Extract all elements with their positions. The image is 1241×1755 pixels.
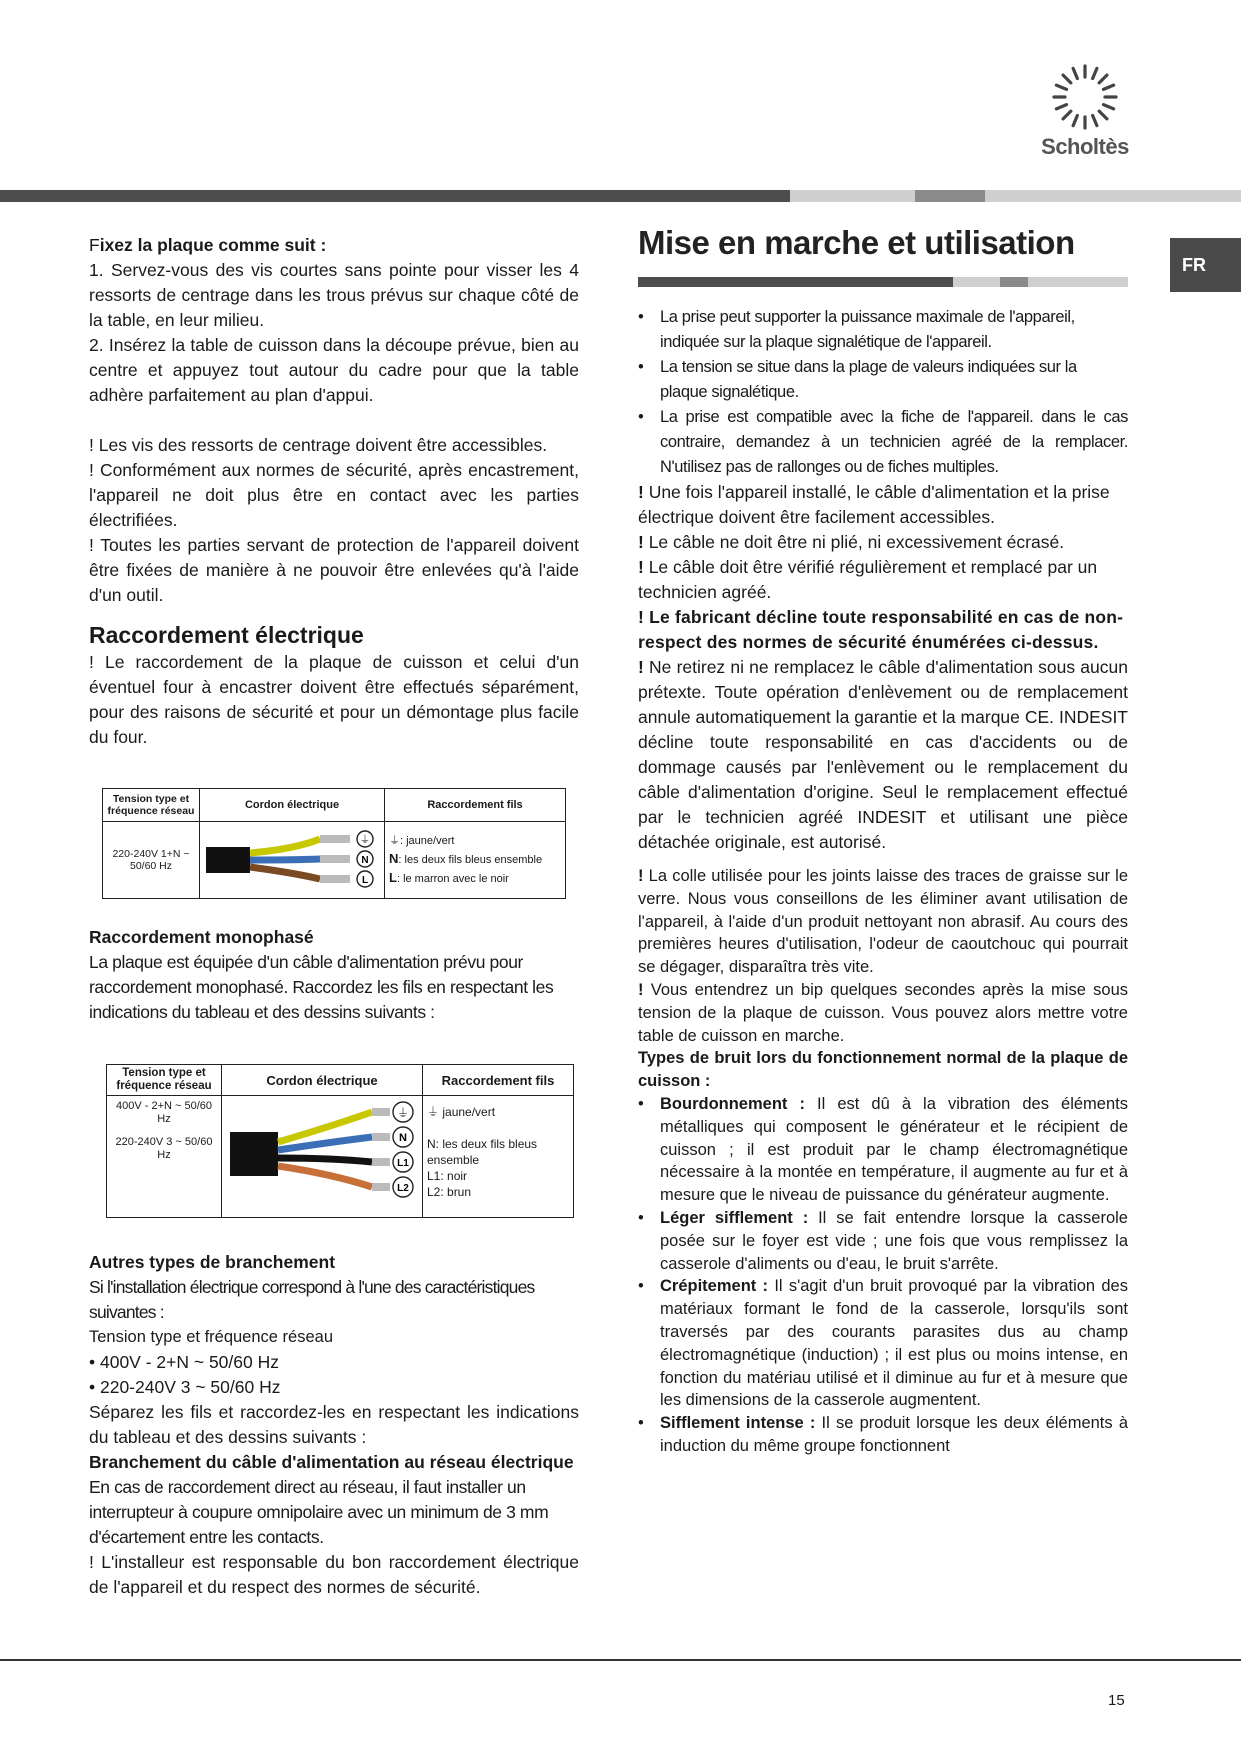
list-item: • Crépitement : Il s'agit d'un bruit provoqué par la vibration des matériaux formant le fond de la casserole, lorsqu'ils sont traversés par des courants parasites dus au champ électromagnétique (induction) ; il est plus ou moins intense, en fonction du matériau utilisé et il diminue au fur et à mesure que les dimensions de la casserole augmentent. (660, 1275, 1128, 1412)
warning-accessible: ! Une fois l'appareil installé, le câble d'alimentation et la prise électrique doivent être facilement accessibles. (638, 482, 1110, 527)
wiring-table-1 (102, 788, 566, 899)
mono-section (89, 925, 579, 1025)
tension-item-2: • 220-240V 3 ~ 50/60 Hz (89, 1377, 281, 1397)
mono-text: La plaque est équipée d'un câble d'alimentation prévu pour raccordement monophasé. Raccordez les fils en respectant les indications du tableau et des dessins suivants : (89, 952, 554, 1022)
warning-2: ! Conformément aux normes de sécurité, après encastrement, l'appareil ne doit plus être en contact avec les parties électrifiées. (89, 460, 579, 530)
tension-item-1: • 400V - 2+N ~ 50/60 Hz (89, 1352, 279, 1372)
t2-term-l1: L1 (397, 1158, 409, 1169)
left-column (89, 233, 579, 750)
t2-wire-l1: L1: noir (427, 1169, 468, 1183)
t2-tension-b: 220-240V 3 ~ 50/60 Hz (115, 1136, 213, 1161)
warning-bip: ! Vous entendrez un bip quelques secondes après la mise sous tension de la plaque de cuisson. Vous pouvez alors mettre votre table de cuisson en marche. (638, 980, 1128, 1045)
noise-title: Types de bruit lors du fonctionnement normal de la plaque de cuisson : (638, 1049, 1128, 1091)
separez-text: Séparez les fils et raccordez-les en respectant les indications du tableau et des dessins suivants : (89, 1402, 579, 1447)
cable-3-wire-icon (200, 823, 384, 895)
warning-cable-plie: ! Le câble ne doit être ni plié, ni excessivement écrasé. (638, 532, 1065, 552)
t1-wire-ground: : jaune/vert (400, 835, 455, 847)
sun-icon (1040, 62, 1130, 132)
list-item: • Léger sifflement : Il se fait entendre lorsque la casserole posée sur le foyer est vide ; une fois que vous remplissez la casserole d'aliments ou d'eau, le bruit s'arrête. (660, 1207, 1128, 1275)
t2-header-tension: Tension type et fréquence réseau (107, 1065, 222, 1096)
right-column (638, 305, 1128, 1458)
t1-header-cordon: Cordon électrique (200, 789, 385, 822)
t2-header-cordon: Cordon électrique (222, 1065, 423, 1096)
t2-tension-values (107, 1096, 222, 1218)
t1-tension-value: 220-240V 1+N ~ 50/60 Hz (103, 822, 200, 899)
autres-title: Autres types de branchement (89, 1252, 336, 1272)
autres-text: Si l'installation électrique correspond à l'une des caractéristiques suivantes : (89, 1277, 535, 1322)
t2-wire-l2: L2: brun (427, 1185, 472, 1199)
t1-cord-drawing (200, 822, 385, 899)
tension-label: Tension type et fréquence réseau (89, 1328, 333, 1346)
warning-3: ! Toutes les parties servant de protection de l'appareil doivent être fixées de manière à ne pouvoir être enlevées qu'à l'aide d'un outil. (89, 535, 579, 605)
t1-wire-live: : le marron avec le noir (396, 873, 509, 885)
branchement-title: Branchement du câble d'alimentation au réseau électrique (89, 1452, 574, 1472)
brand-name: Scholtès (1041, 134, 1129, 159)
list-item: • La prise peut supporter la puissance maximale de l'appareil, indiquée sur la plaque signalétique de l'appareil. (660, 305, 1128, 355)
t2-header-fils: Raccordement fils (423, 1065, 574, 1096)
t1-header-fils: Raccordement fils (385, 789, 566, 822)
footer-line (0, 1659, 1241, 1661)
noise-list (638, 1093, 1128, 1458)
language-tab[interactable]: FR (1170, 238, 1241, 292)
branchement-text: En cas de raccordement direct au réseau, il faut installer un interrupteur à coupure omnipolaire avec un minimum de 3 mm d'écartement entre les contacts. (89, 1477, 549, 1547)
list-item: • La prise est compatible avec la fiche de l'appareil. dans le cas contraire, demandez à un technicien agréé de la remplacer. N'utilisez pas de rallonges ou de fiches multiples. (660, 405, 1128, 480)
list-item: • Bourdonnement : Il est dû à la vibration des éléments métalliques qui composent le générateur et le récipient de cuisson ; il est produit par le champ électromagnétique nécessaire à la montée en température, il augmente au fur et à mesure que le niveau de puissance du générateur augmente. (660, 1093, 1128, 1207)
prise-list (638, 305, 1128, 480)
raccordement-title: Raccordement électrique (89, 622, 364, 648)
ground-icon: ⏚ (427, 1105, 440, 1119)
title-color-bar (638, 277, 1128, 287)
warning-colle: ! La colle utilisée pour les joints laisse des traces de graisse sur le verre. Nous vous conseillons de les éliminer avant utilisation de l'appareil, à l'aide d'un produit nettoyant non abrasif. Au cours des premières heures d'utilisation, l'odeur de caoutchouc qui pourrait se dégager, disparaîtra très vite. (638, 867, 1128, 977)
t1-header-tension: Tension type et fréquence réseau (103, 789, 200, 822)
raccordement-text: ! Le raccordement de la plaque de cuisson et celui d'un éventuel four à encastrer doivent être effectués séparément, pour des raisons de sécurité et pour un démontage plus facile du four. (89, 652, 579, 747)
cable-4-wire-icon (222, 1096, 422, 1214)
fix-heading-text: ixez la plaque comme suit : (99, 235, 327, 255)
t2-wire-neutral: N: les deux fils bleus ensemble (427, 1137, 538, 1167)
t1-wire-neutral: : les deux fils bleus ensemble (398, 854, 543, 866)
autres-section (89, 1250, 579, 1600)
t1-wire-legend: ⏚: jaune/vert N: les deux fils bleus ensemble L: le marron avec le noir (385, 822, 566, 899)
warning-cable-remplacement: ! Ne retirez ni ne remplacez le câble d'alimentation sous aucun prétexte. Toute opération d'enlèvement ou de remplacement annule automatiquement la garantie et la marque CE. INDESIT décline toute responsabilité en cas d'accidents ou de dommage causés par l'enlèvement ou le remplacement du câble d'alimentation d'origine. Seul le remplacement effectué par le technicien agréé INDESIT et utilisant une pièce détachée originale, est autorisé. (638, 657, 1128, 852)
fix-step-1: 1. Servez-vous des vis courtes sans pointe pour visser les 4 ressorts de centrage dans les trous prévus sur chaque côté de la table, en leur milieu. (89, 260, 579, 330)
t2-tension-a: 400V - 2+N ~ 50/60 Hz (115, 1100, 212, 1125)
ground-icon: ⏚ (389, 834, 400, 847)
header-color-bar (0, 190, 1241, 202)
warning-1: ! Les vis des ressorts de centrage doivent être accessibles. (89, 435, 548, 455)
t2-term-l2: L2 (397, 1183, 409, 1194)
installer-text: ! L'installeur est responsable du bon raccordement électrique de l'appareil et du respect des normes de sécurité. (89, 1552, 579, 1597)
t1-term-l: L (361, 874, 369, 886)
t2-cord-drawing (222, 1096, 423, 1218)
page-number: 15 (1108, 1692, 1125, 1709)
t2-term-ground: ⏚ (396, 1106, 410, 1120)
t2-wire-legend (423, 1096, 574, 1218)
fix-step-2: 2. Insérez la table de cuisson dans la découpe prévue, bien au centre et appuyez tout autour du cadre pour que la table adhère parfaitement au plan d'appui. (89, 335, 579, 405)
list-item: • Sifflement intense : Il se produit lorsque les deux éléments à induction du même groupe fonctionnent (660, 1412, 1128, 1458)
usage-notes (638, 865, 1128, 1458)
t1-term-ground: ⏚ (360, 834, 370, 846)
t1-term-n: N (361, 854, 369, 866)
wiring-table-2 (106, 1064, 574, 1218)
t2-wire-ground: jaune/vert (442, 1105, 496, 1119)
mono-title: Raccordement monophasé (89, 927, 314, 947)
page-title: Mise en marche et utilisation (638, 224, 1075, 261)
t2-term-n: N (399, 1132, 407, 1144)
brand-logo (1040, 62, 1130, 162)
warning-cable-verifie: ! Le câble doit être vérifié régulièrement et remplacé par un technicien agréé. (638, 557, 1098, 602)
list-item: • La tension se situe dans la plage de valeurs indiquées sur la plaque signalétique. (660, 355, 1128, 405)
fix-heading: Fixez la plaque comme suit : (89, 235, 327, 255)
warning-fabricant: ! Le fabricant décline toute responsabilité en cas de non-respect des normes de sécurité énumérées ci-dessus. (638, 607, 1124, 652)
